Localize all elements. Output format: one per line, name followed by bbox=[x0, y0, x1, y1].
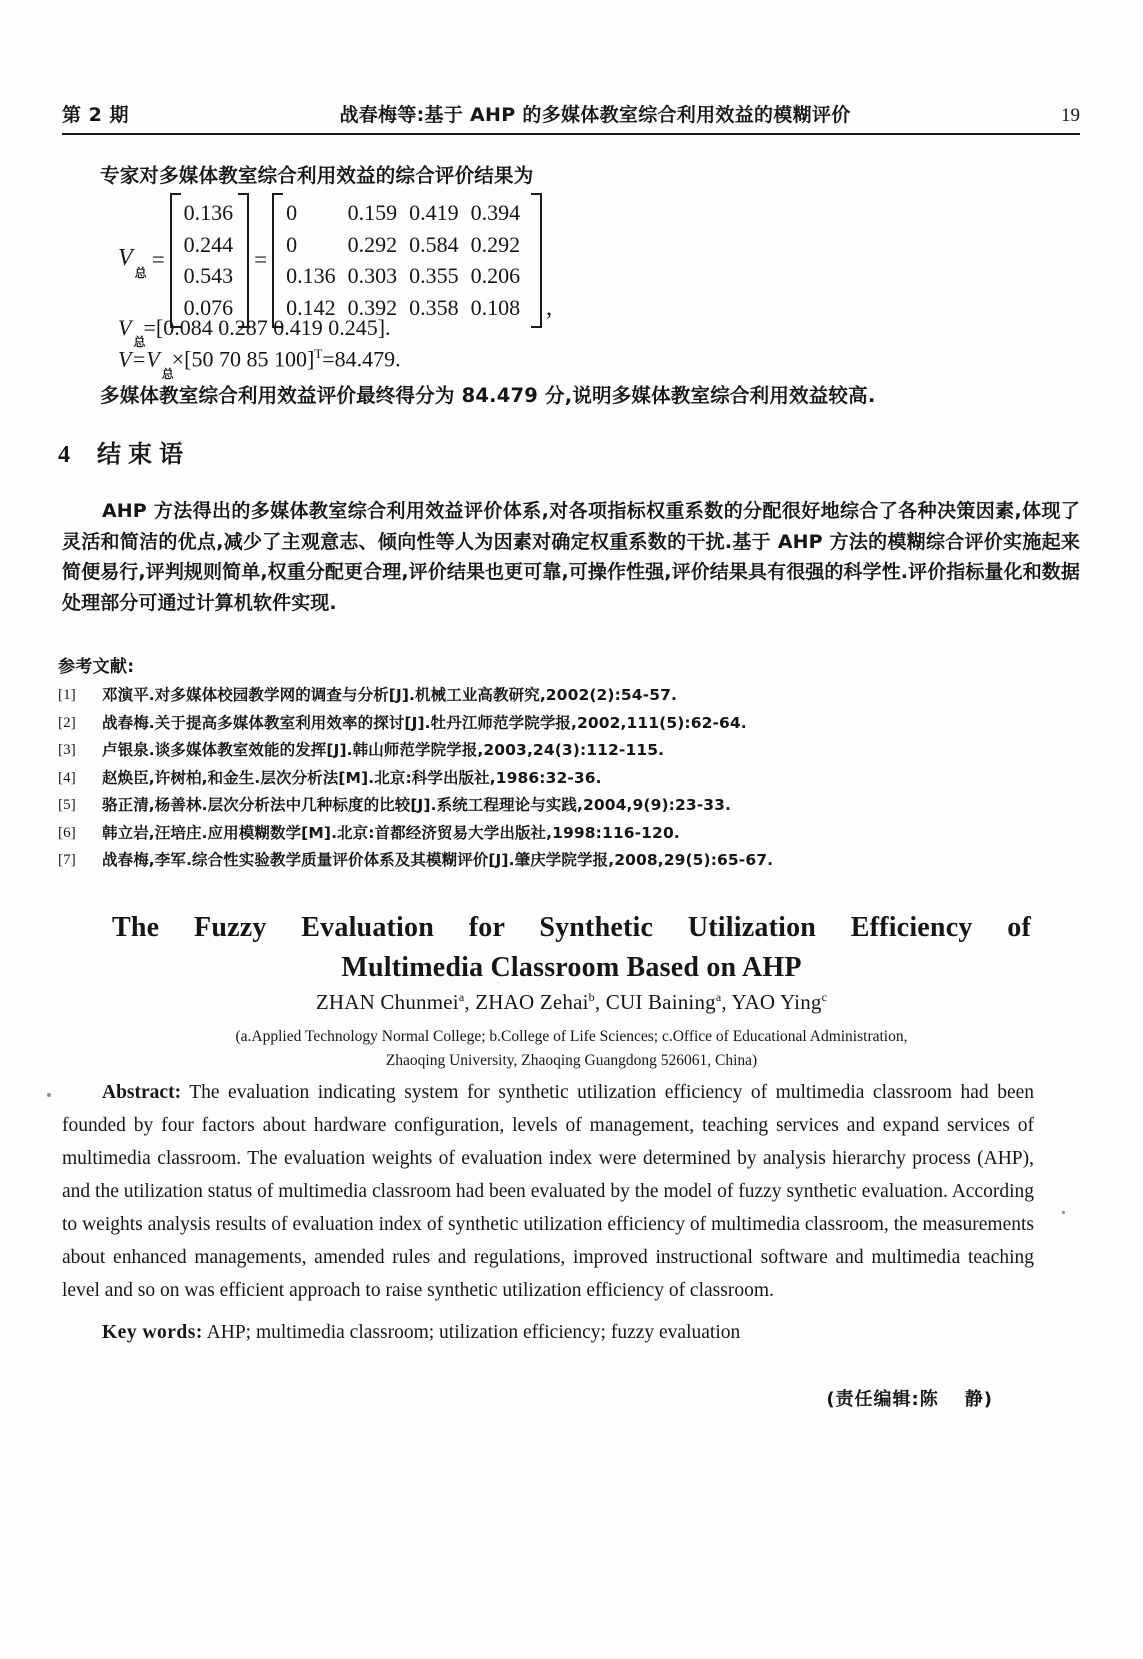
reference-number: [1] bbox=[58, 687, 76, 703]
reference-text: 邓演平.对多媒体校园教学网的调查与分析[J].机械工业高教研究,2002(2):54-57. bbox=[102, 686, 677, 704]
reference-text: 赵焕臣,许树柏,和金生.层次分析法[M].北京:科学出版社,1986:32-36. bbox=[102, 768, 602, 787]
matrix-cell: 0.292 bbox=[470, 231, 521, 257]
weight-cell: 0.543 bbox=[183, 263, 234, 289]
final-score-line bbox=[118, 346, 401, 381]
equation-variable bbox=[118, 245, 147, 281]
reference-number: [2] bbox=[58, 714, 76, 731]
variable-symbol: V bbox=[118, 245, 133, 272]
english-title-line-2: Multimedia Classroom Based on AHP bbox=[341, 952, 802, 983]
equals-sign-1: = bbox=[151, 247, 165, 273]
keywords-label: Key words: bbox=[102, 1322, 203, 1343]
matrix-cell: 0 bbox=[286, 231, 298, 257]
english-title-line-1: The Fuzzy Evaluation for Synthetic Utilization Efficiency of bbox=[112, 912, 1031, 943]
matrix-cell: 0.303 bbox=[347, 263, 398, 289]
abstract-text: The evaluation indicating system for synthetic utilization efficiency of multimedia classroom had been founded by four factors about hardware configuration, levels of management, teaching services and expand services of multimedia classroom. The evaluation weights of evaluation index were determined by analysis hierarchy process (AHP), and the utilization status of multimedia classroom had been evaluated by the model of fuzzy synthetic evaluation. According to weights analysis results of evaluation index of synthetic utilization efficiency of multimedia classroom, the measurements about enhanced managements, amended rules and regulations, improved instructional software and multimedia teaching level and so on was efficient approach to raise synthetic utilization efficiency of classroom. bbox=[62, 1082, 1034, 1301]
reference-text: 骆正清,杨善林.层次分析法中几种标度的比较[J].系统工程理论与实践,2004,9(9):23-33. bbox=[102, 796, 732, 814]
score-line-value: =84.479. bbox=[322, 346, 401, 372]
header-divider bbox=[62, 133, 1080, 135]
weight-vector-matrix bbox=[170, 193, 250, 328]
weight-cell: 0.136 bbox=[183, 200, 234, 225]
matrix-cell: 0.108 bbox=[470, 295, 521, 321]
matrix-cell: 0.355 bbox=[409, 263, 459, 289]
variable-symbol: V bbox=[118, 315, 132, 340]
matrix-row bbox=[284, 229, 530, 261]
abstract-label: Abstract: bbox=[102, 1082, 182, 1103]
affiliation-line-1: (a.Applied Technology Normal College; b.College of Life Sciences; c.Office of Educational Administration, bbox=[235, 1028, 908, 1045]
reference-number: [3] bbox=[58, 742, 76, 758]
scan-speck bbox=[1062, 1211, 1065, 1214]
running-head bbox=[62, 100, 1080, 127]
matrix-cell: 0.136 bbox=[286, 263, 336, 289]
reference-item bbox=[58, 847, 1058, 875]
matrix-cell: 0.159 bbox=[347, 200, 398, 225]
weight-cell: 0.244 bbox=[183, 231, 234, 257]
references-list bbox=[58, 682, 1058, 875]
reference-item bbox=[58, 737, 1058, 765]
score-line-suffix: ×[50 70 85 100] bbox=[171, 346, 315, 372]
running-title: 战春梅等:基于 AHP 的多媒体教室综合利用效益的模糊评价 bbox=[339, 104, 851, 126]
editor-note-close: ) bbox=[983, 1389, 993, 1410]
section-number: 4 bbox=[58, 442, 71, 468]
keywords-block bbox=[62, 1322, 1034, 1344]
transpose-marker: T bbox=[314, 346, 323, 361]
reference-number: [5] bbox=[58, 797, 76, 813]
page-number: 19 bbox=[1061, 105, 1080, 126]
matrix-cell: 0.419 bbox=[409, 200, 459, 225]
matrix-cell: 0 bbox=[286, 200, 298, 225]
result-vector-line bbox=[118, 315, 391, 350]
reference-text: 战春梅,李军.综合性实验教学质量评价体系及其模糊评价[J].肇庆学院学报,2008,29(5):65-67. bbox=[102, 851, 774, 869]
editor-name: 静 bbox=[964, 1389, 984, 1410]
reference-text: 卢银泉.谈多媒体教室效能的发挥[J].韩山师范学院学报,2003,24(3):112-115. bbox=[102, 741, 665, 759]
matrix-cell: 0.394 bbox=[470, 200, 521, 225]
author-mark: c bbox=[821, 990, 828, 1004]
matrix-equation bbox=[118, 193, 552, 328]
keywords-text: AHP; multimedia classroom; utilization efficiency; fuzzy evaluation bbox=[202, 1322, 741, 1343]
reference-item bbox=[58, 765, 1058, 793]
author-mark: a bbox=[715, 990, 722, 1004]
author-name: ZHAN Chunmei$^a$, ZHAO Zehai$^b$, CUI Baining$^a$, YAO Ying$^c$ bbox=[315, 990, 828, 1014]
matrix-cell: 0.206 bbox=[470, 263, 521, 289]
english-authors bbox=[110, 990, 1033, 1015]
variable-subscript: 总 bbox=[134, 266, 147, 281]
equation-comma: , bbox=[546, 294, 553, 321]
section-paragraph: AHP 方法得出的多媒体教室综合利用效益评价体系,对各项指标权重系数的分配很好地综合了各种决策因素,体现了灵活和简洁的优点,减少了主观意志、倾向性等人为因素对确定权重系数的干扰.基于 AHP 方法的模糊综合评价实施起来简便易行,评判规则简单,权重分配更合理,评价结果也更可靠,可操作性强,评价结果具有很强的科学性.评价指标量化和数据处理部分可通过计算机软件实现. bbox=[62, 500, 1081, 614]
reference-number: [6] bbox=[58, 824, 76, 841]
equation-lead-in: 专家对多媒体教室综合利用效益的综合评价结果为 bbox=[100, 164, 534, 187]
reference-item bbox=[58, 792, 1058, 820]
affiliation-line-2: Zhaoqing University, Zhaoqing Guangdong 526061, China) bbox=[385, 1052, 758, 1069]
matrix-row bbox=[284, 260, 530, 292]
abstract-block bbox=[62, 1076, 1034, 1307]
score-conclusion: 多媒体教室综合利用效益评价最终得分为 84.479 分,说明多媒体教室综合利用效益较高. bbox=[100, 384, 876, 407]
section-heading bbox=[58, 434, 190, 469]
equals-sign-2: = bbox=[254, 247, 268, 273]
variable-subscript: 总 bbox=[161, 366, 174, 381]
reference-item bbox=[58, 682, 1058, 710]
matrix-cell: 0.292 bbox=[347, 231, 398, 257]
matrix-cell: 0.142 bbox=[286, 295, 336, 321]
result-vector-values: =[0.084 0.287 0.419 0.245]. bbox=[143, 315, 391, 340]
matrix-cell: 0.392 bbox=[347, 295, 398, 321]
score-line-prefix: V=V bbox=[118, 346, 160, 372]
evaluation-matrix bbox=[272, 193, 542, 328]
matrix-row bbox=[284, 197, 530, 229]
english-affiliation bbox=[110, 1025, 1033, 1073]
issue-label: 第 2 期 bbox=[62, 104, 129, 126]
english-title bbox=[110, 908, 1033, 988]
reference-text: 战春梅.关于提高多媒体教室利用效率的探讨[J].牡丹江师范学院学报,2002,111(5):62-64. bbox=[102, 713, 747, 732]
section-title: 结束语 bbox=[97, 440, 190, 468]
author-mark: a bbox=[458, 990, 465, 1004]
weight-cell: 0.076 bbox=[183, 295, 234, 321]
responsible-editor-note bbox=[826, 1385, 993, 1411]
reference-number: [4] bbox=[58, 769, 76, 786]
variable-subscript: 总 bbox=[133, 335, 146, 350]
references-heading: 参考文献: bbox=[58, 657, 135, 677]
reference-number: [7] bbox=[58, 852, 76, 868]
reference-text: 韩立岩,汪培庄.应用模糊数学[M].北京:首都经济贸易大学出版社,1998:116-120. bbox=[102, 823, 680, 842]
reference-item bbox=[58, 710, 1058, 738]
editor-note-open: (责任编辑:陈 bbox=[826, 1389, 939, 1410]
reference-item bbox=[58, 820, 1058, 848]
matrix-cell: 0.584 bbox=[409, 231, 459, 257]
scan-speck bbox=[47, 1093, 51, 1097]
author-mark: b bbox=[588, 990, 595, 1004]
matrix-cell: 0.358 bbox=[409, 295, 459, 321]
